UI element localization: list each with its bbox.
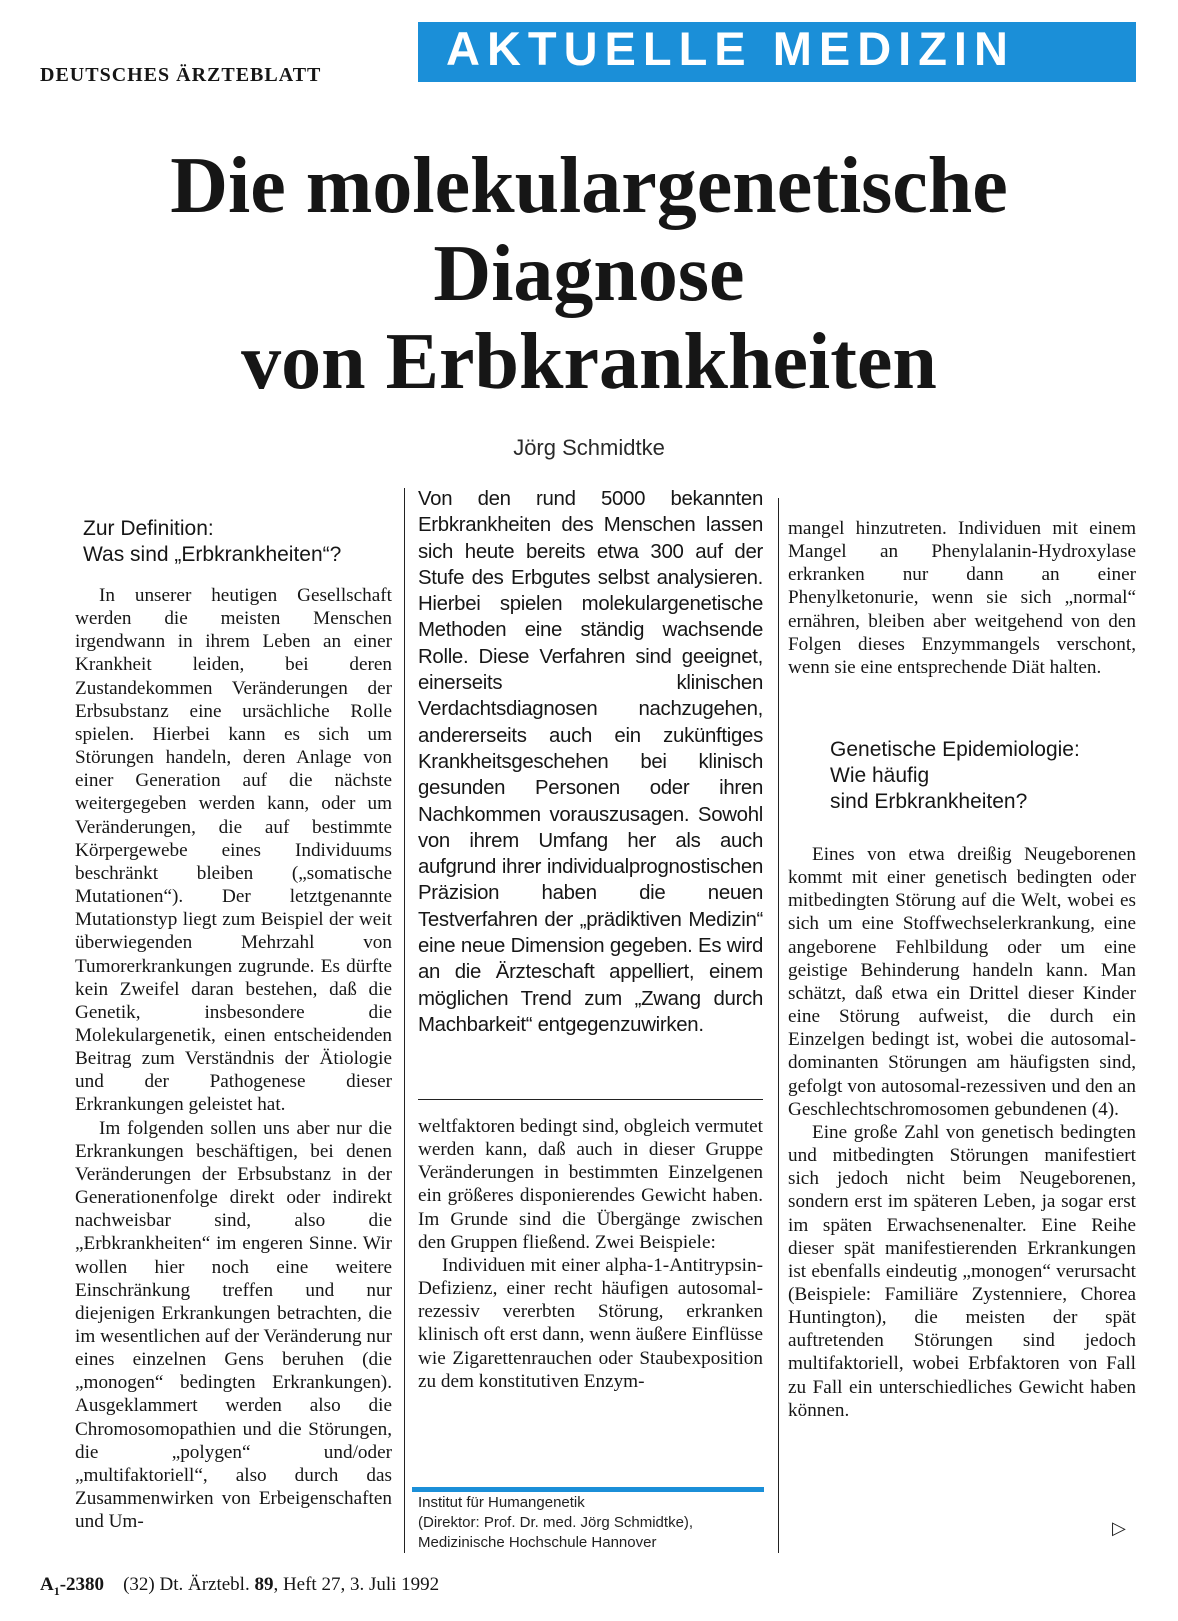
author-name: Jörg Schmidtke bbox=[513, 435, 665, 460]
institution-note bbox=[418, 1493, 768, 1553]
article-title bbox=[40, 142, 1138, 406]
institution-line: (Direktor: Prof. Dr. med. Jörg Schmidtke), bbox=[418, 1514, 694, 1531]
page-footer bbox=[40, 1574, 439, 1599]
abstract-divider bbox=[418, 1099, 763, 1100]
body-paragraph: Individuen mit einer alpha-1-Antitrypsin-Defizienz, einer recht häufigen autosomal-rezessiv vererbten Störung, erkranken klinisch oft erst dann, wenn äußere Einflüsse wie Zigarettenrauchen oder Staubexposition zu dem konstitutiven Enzym- bbox=[418, 1254, 763, 1392]
column-3-top bbox=[788, 517, 1136, 679]
body-paragraph: In unserer heutigen Gesellschaft werden die meisten Menschen irgendwann in ihrem Leben an einer Krankheit leiden, bei deren Zustandekommen Veränderungen der Erbsubstanz eine ursächliche Rolle spielen. Hierbei kann es sich um Störungen handeln, deren Anlage von einer Generation auf die nächste weitergegeben werden kann, oder um Veränderungen, die auf bestimmte Körpergewebe eines Individuums beschränkt bleiben („somatische Mutationen“). Der letztgenannte Mutationstyp liegt zum Beispiel der weit überwiegenden Mehrzahl von Tumorerkrankungen zugrunde. Es dürfte kein Zweifel daran bestehen, daß die Genetik, insbesondere die Molekulargenetik, einen entscheidenden Beitrag zum Verständnis der Ätiologie und der Pathogenese dieser Erkrankungen geleistet hat. bbox=[75, 585, 392, 1116]
abstract-paragraph: Von den rund 5000 bekannten Erbkrankheiten des Menschen lassen sich heute bereits etwa 300 auf der Stufe des Erbgutes selbst analysieren. Hierbei spielen molekulargenetische Methoden eine ständig wachsende Rolle. Diese Verfahren sind geeignet, einerseits klinischen Verdachtsdiagnosen nachzugehen, andererseits auch ein zukünftiges Krankheitsgeschehen bei klinisch gesunden Personen oder ihren Nachkommen vorauszusagen. Sowohl von ihrem Umfang her als auch aufgrund ihrer individualprognostischen Präzision haben die neuen Testverfahren der „prädiktiven Medizin“ eine neue Dimension gegeben. Es wird an die Ärzteschaft appelliert, einem möglichen Trend zum „Zwang durch Machbarkeit“ entgegenzuwirken. bbox=[418, 488, 763, 1036]
abstract bbox=[418, 486, 763, 1038]
column-divider bbox=[778, 498, 779, 1553]
body-paragraph: mangel hinzutreten. Individuen mit einem Mangel an Phenylalanin-Hydroxylase erkranken nur dann an einer Phenylketonurie, wenn sie sich „normal“ ernähren, bleiben aber weitgehend von den Folgen dieses Enzymmangels verschont, wenn sie eine entsprechende Diät halten. bbox=[788, 518, 1136, 678]
title-line: Diagnose bbox=[433, 230, 745, 318]
title-line: von Erbkrankheiten bbox=[241, 318, 937, 406]
continue-arrow-icon: ▷ bbox=[1112, 1518, 1126, 1538]
title-line: Die molekulargenetische bbox=[170, 142, 1008, 230]
heading-line: Zur Definition: bbox=[83, 517, 214, 540]
institution-bar bbox=[412, 1487, 764, 1492]
issue-prefix: (32) Dt. Ärztebl. bbox=[123, 1574, 250, 1595]
institution-line: Institut für Humangenetik bbox=[418, 1494, 585, 1511]
volume-number: 89 bbox=[254, 1574, 274, 1595]
heading-line: Genetische Epidemiologie: bbox=[830, 738, 1080, 761]
column-3 bbox=[788, 843, 1136, 1422]
issue-suffix: , Heft 27, 3. Juli 1992 bbox=[273, 1574, 440, 1595]
journal-name: DEUTSCHES ÄRZTEBLATT bbox=[40, 64, 322, 86]
body-paragraph: Eine große Zahl von genetisch bedingten und mitbedingten Störungen manifestiert sich jedoch nicht beim Neugeborenen, sondern erst im späteren Leben, ja sogar erst im späten Erwachsenenalter. Eine Reihe dieser spät manifestierenden Erkrankungen ist ebenfalls eindeutig „monogen“ verursacht (Beispiele: Familiäre Zystenniere, Chorea Huntington), die meisten der spät auftretenden Störungen sind jedoch multifaktoriell, wobei Erbfaktoren von Fall zu Fall ein unterschiedliches Gewicht haben können. bbox=[788, 1121, 1136, 1421]
institution-line: Medizinische Hochschule Hannover bbox=[418, 1534, 657, 1551]
section-heading-epidemiology bbox=[830, 737, 1136, 815]
body-paragraph: Eines von etwa dreißig Neugeborenen kommt mit einer genetisch bedingten oder mitbedingten Störung auf die Welt, wobei es sich um eine Stoffwechselerkrankung, eine angeborene Fehlbildung oder um eine geistige Behinderung handeln kann. Man schätzt, daß etwa ein Drittel dieser Kinder eine Störung aufweist, die durch ein Einzelgen bedingt ist, wobei die autosomal-dominanten Störungen am häufigsten sind, gefolgt von autosomal-rezessiven und den an Geschlechtschromosomen gebundenen (4). bbox=[788, 844, 1136, 1120]
column-divider bbox=[404, 488, 405, 1553]
page-code-prefix: A bbox=[40, 1574, 54, 1595]
section-banner: AKTUELLE MEDIZIN bbox=[418, 22, 1136, 82]
heading-line: Wie häufig bbox=[830, 764, 930, 787]
section-heading-definition bbox=[83, 516, 393, 568]
column-2 bbox=[418, 1115, 763, 1393]
heading-line: sind Erbkrankheiten? bbox=[830, 790, 1028, 813]
body-paragraph: weltfaktoren bedingt sind, obgleich vermutet werden kann, daß auch in dieser Gruppe Veränderungen in bestimmten Einzelgenen ein größeres disponierendes Gewicht haben. Im Grunde sind die Übergänge zwischen den Gruppen fließend. Zwei Beispiele: bbox=[418, 1116, 763, 1253]
body-paragraph: Im folgenden sollen uns aber nur die Erkrankungen beschäftigen, bei denen Veränderungen der Erbsubstanz in der Generationenfolge direkt oder indirekt nachweisbar sind, also die „Erbkrankheiten“ im engeren Sinne. Wir wollen hier noch eine weitere Einschränkung treffen und nur diejenigen Erkrankungen betrachten, die im wesentlichen auf der Veränderung nur eines einzelnen Gens beruhen (die „monogen“ bedingten Erkrankungen). Ausgeklammert werden also die Chromosomopathien und die Störungen, die „polygen“ und/oder „multifaktoriell“, also durch das Zusammenwirken von Erbeigenschaften und Um- bbox=[75, 1117, 392, 1533]
page-code-num: -2380 bbox=[59, 1574, 105, 1595]
heading-line: Was sind „Erbkrankheiten“? bbox=[83, 543, 342, 566]
page-code-sub: 1 bbox=[53, 1583, 60, 1598]
column-1 bbox=[75, 584, 392, 1533]
